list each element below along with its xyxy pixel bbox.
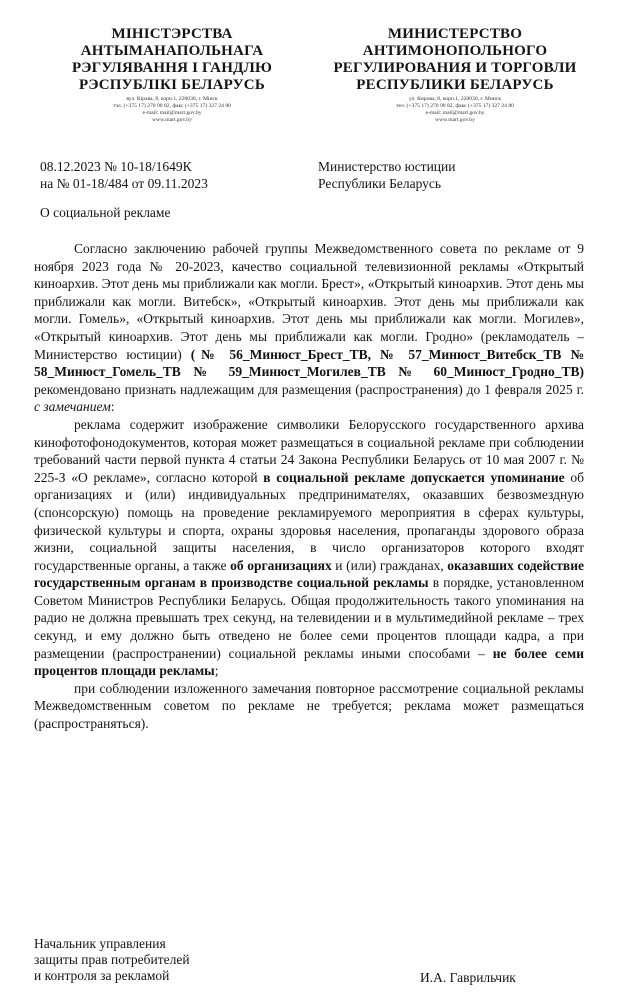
phone: тэл. (+375 17) 270 90 82, факс (+375 17) 327 24 80 (113, 103, 231, 109)
email: e-mail: mail@mart.gov.by (425, 110, 485, 116)
address: вул. Кірава, 8, корп.1, 220030, г. Мінск (126, 96, 218, 102)
paragraph: Согласно заключению рабочей группы Межведомственного совета по рекламе от 9 ноября 2023 года № 20-2023, качество социальной телевизионной рекламы «Открытый киноархив. Этот день мы приближали как могли. Брест», «Открытый киноархив. Этот день мы приближали как могли. Витебск», «Открытый киноархив. Этот день мы приближали как могли. Гомель», «Открытый киноархив. Этот день мы приближали как могли. Могилев», «Открытый киноархив. Этот день мы приближали как могли. Гродно» (рекламодатель – Министерство юстиции) (№ 56_Минюст_Брест_ТВ, № 57_Минюст_Витебск_ТВ № 58_Минюст_Гомель_ТВ № 59_Минюст_Могилев_ТВ № 60_Минюст_Гродно_ТВ) рекомендовано признать надлежащим для размещения (распространения) до 1 февраля 2025 г. с замечанием: (34, 241, 585, 415)
org-name-line: МІНІСТЭРСТВА (111, 26, 233, 42)
org-name-line: РЕСПУБЛИКИ БЕЛАРУСЬ (356, 77, 554, 93)
contact-block (318, 96, 592, 124)
letterhead-russian (318, 26, 592, 124)
letter-body (34, 240, 584, 733)
letterhead-belarusian (42, 26, 302, 124)
address: ул. Кирова, 8, корп.1, 220030, г. Минск (408, 96, 502, 102)
paragraph: при соблюдении изложенного замечания повторное рассмотрение социальной рекламы Межведомственным советом по рекламе не требуется; реклама может размещаться (распространяться). (34, 680, 584, 732)
org-name-line: АНТЫМАНАПОЛЬНАГА (80, 43, 264, 59)
remark-label: с замечанием (34, 399, 111, 415)
org-name-line: РЭСПУБЛІКІ БЕЛАРУСЬ (79, 77, 265, 93)
org-name-line: РЕГУЛИРОВАНИЯ И ТОРГОВЛИ (333, 60, 577, 76)
subject-line: О социальной рекламе (40, 205, 171, 220)
website: www.mart.gov.by (435, 117, 475, 123)
website: www.mart.gov.by (152, 117, 192, 123)
paragraph: реклама содержит изображение символики Белорусского государственного архива кинофотофонодокументов, которая может размещаться в социальной рекламе при соблюдении требований части первой пункта 4 статьи 24 Закона Республики Беларусь от 10 мая 2007 г. № 225-З «О рекламе», согласно которой в социальной рекламе допускается упоминание об организациях и (или) индивидуальных предпринимателях, оказавших безвозмездную (спонсорскую) помощь на проведение рекламируемого мероприятия в сферах культуры, физической культуры и спорта, охраны здоровья населения, пропаганды здорового образа жизни, социальной защиты населения, в число организаторов которого входят государственные органы, а также об организациях и (или) гражданах, оказавших содействие государственным органам в производстве социальной рекламы в порядке, установленном Советом Министров Республики Беларусь. Общая продолжительность такого упоминания на радио не должна превышать трех секунд, на телевидении и в мультимедийной рекламе – трех секунд, и ему должно быть отведено не более семи процентов площади кадра, а при размещении (распространении) социальной рекламы иными способами – не более семи процентов площади рекламы; (34, 416, 584, 679)
phone: тел. (+375 17) 270 90 82, факс (+375 17) 327 24 80 (396, 103, 514, 109)
addressee-line: Министерство юстиции (318, 159, 456, 174)
signer-name: И.А. Гаврильчик (420, 970, 516, 985)
addressee-line: Республики Беларусь (318, 176, 442, 191)
outgoing-number (40, 158, 208, 192)
addressee (318, 158, 456, 192)
ad-codes: (№ 56_Минюст_Брест_ТВ, № 57_Минюст_Витебск_ТВ № 58_Минюст_Гомель_ТВ № 59_Минюст_Могилев_ТВ № 60_Минюст_Гродно_ТВ) (34, 346, 585, 380)
outgoing-date-number: 08.12.2023 № 10-18/1649К (40, 159, 192, 174)
signer-position: Начальник управления защиты прав потребителей и контроля за рекламой (34, 936, 190, 983)
org-name-line: РЭГУЛЯВАННЯ І ГАНДЛЮ (71, 60, 273, 76)
contact-block (42, 96, 302, 124)
org-name-line: МИНИСТЕРСТВО (387, 26, 523, 42)
reply-reference: на № 01-18/484 от 09.11.2023 (40, 176, 208, 191)
email: e-mail: mail@mart.gov.by (142, 110, 202, 116)
org-name-line: АНТИМОНОПОЛЬНОГО (362, 43, 548, 59)
